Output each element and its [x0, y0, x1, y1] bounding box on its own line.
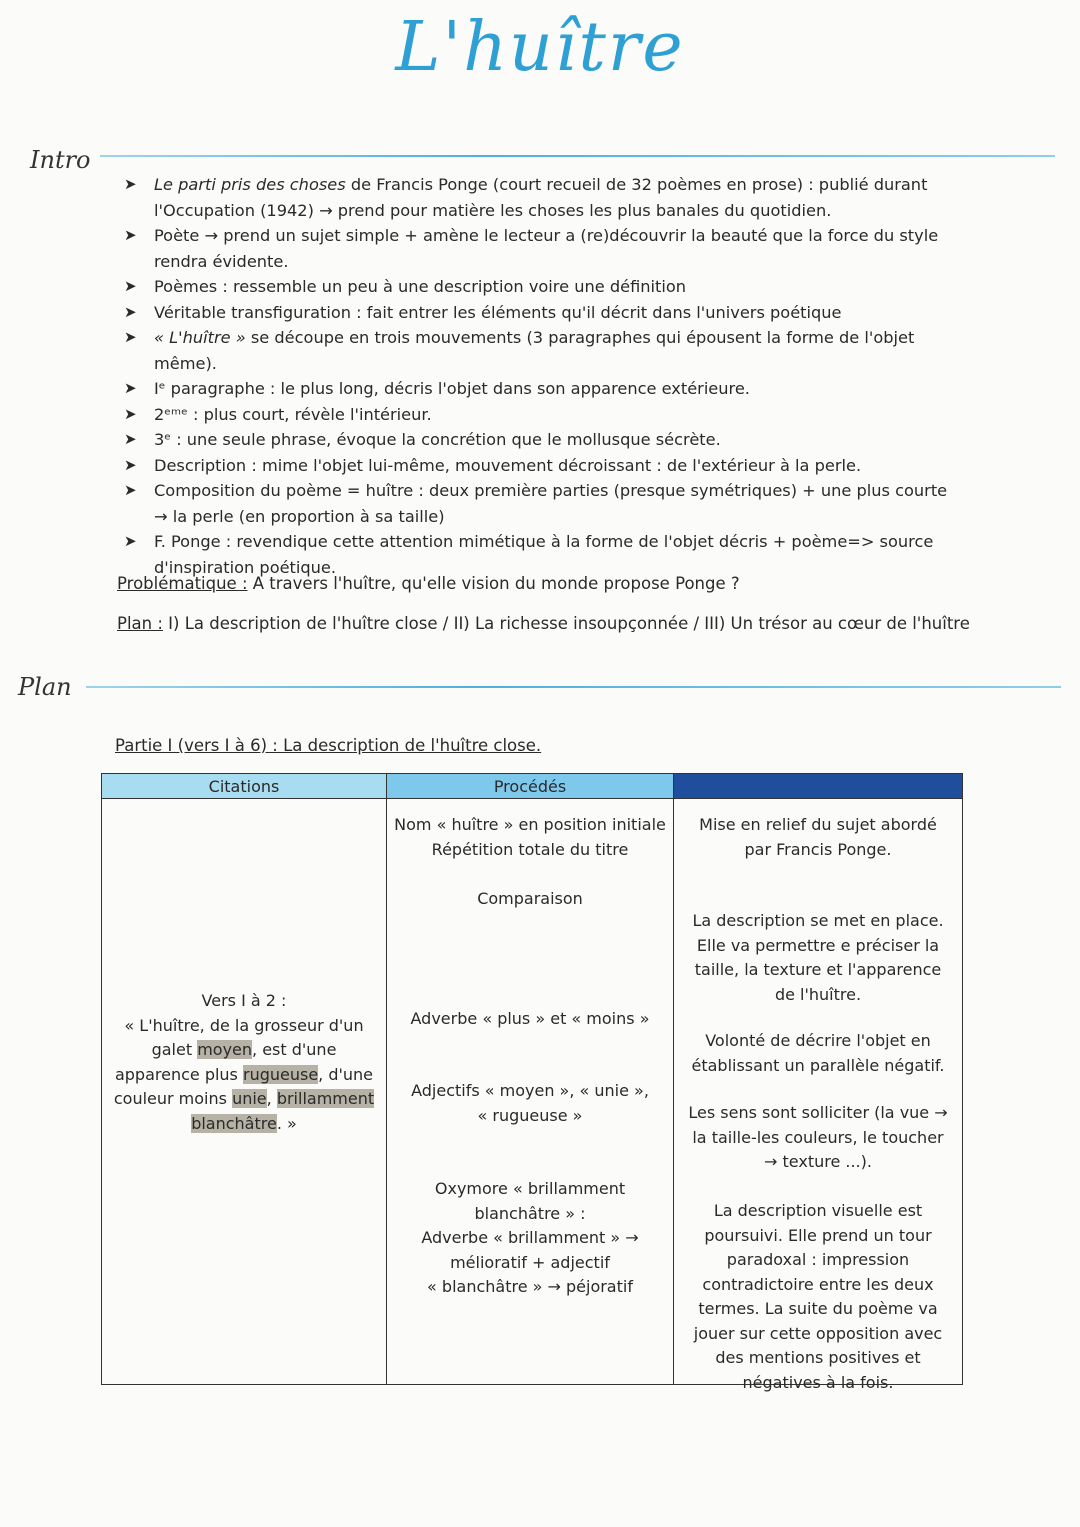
citations-cell	[102, 799, 387, 1385]
highlighted-word: blanchâtre	[191, 1113, 277, 1133]
citation-line	[102, 1014, 386, 1039]
interpretation-block-line: par Francis Ponge.	[744, 839, 892, 859]
citation-text: , est d'une	[252, 1040, 337, 1059]
bullet-text: Composition du poème = huître : deux première parties (presque symétriques) + une plus courte → la perle (en proportion à sa taille)	[154, 481, 948, 526]
citation-text: galet	[151, 1040, 198, 1059]
arrow-bullet-icon: ➤	[124, 328, 137, 346]
interpretation-block	[674, 1101, 962, 1175]
interpretation-block-line: Les sens sont solliciter (la vue →	[688, 1103, 948, 1122]
interpretation-block-line: la taille-les couleurs, le toucher	[692, 1127, 944, 1147]
intro-bullet	[120, 453, 960, 479]
bullet-text: Iᵉ paragraphe : le plus long, décris l'objet dans son apparence extérieure.	[154, 379, 750, 398]
procede-block-line: Adverbe « brillamment » →	[421, 1228, 639, 1247]
procede-block	[387, 813, 673, 862]
problematique	[117, 574, 740, 593]
procede-block-line: Nom « huître » en position initiale	[394, 815, 666, 834]
procede-block-line: mélioratif + adjectif	[450, 1252, 610, 1272]
procede-block-line: « rugueuse »	[477, 1105, 583, 1125]
plan-label: Plan	[18, 673, 72, 701]
procede-block-line: Adverbe « plus » et « moins »	[410, 1009, 650, 1028]
analysis-table	[101, 773, 963, 1392]
procede-block	[387, 1079, 673, 1128]
citation-line	[102, 1112, 386, 1137]
citation-line	[102, 1063, 386, 1088]
procede-block-line: Répétition totale du titre	[431, 839, 629, 859]
bullet-text: Poèmes : ressemble un peu à une description voire une définition	[154, 277, 687, 296]
arrow-bullet-icon: ➤	[124, 455, 137, 474]
interpretation-block-line: Elle va permettre e préciser la	[696, 935, 940, 955]
interpretation-block-line: poursuivi. Elle prend un tour	[704, 1225, 932, 1245]
intro-bullet	[120, 376, 960, 402]
citation-text: ,	[266, 1089, 277, 1108]
intro-bullet	[120, 274, 960, 300]
interpretation-block-line: de l'huître.	[774, 984, 862, 1004]
arrow-bullet-icon: ➤	[124, 532, 137, 550]
intro-bullet	[120, 529, 960, 580]
interpretation-block-line: La description visuelle est	[713, 1201, 923, 1220]
header-citations: Citations	[102, 774, 387, 799]
interpretation-block	[674, 813, 962, 862]
intro-bullet	[120, 223, 960, 274]
citation-text: couleur moins	[113, 1089, 233, 1108]
bullet-text: Poète → prend un sujet simple + amène le lecteur a (re)découvrir la beauté que la force du style rendra évidente.	[154, 226, 939, 271]
bullet-text: 3ᵉ : une seule phrase, évoque la concrétion que le mollusque sécrète.	[154, 430, 721, 449]
arrow-bullet-icon: ➤	[124, 277, 137, 295]
procede-block-line: Oxymore « brillamment	[434, 1179, 626, 1198]
intro-bullet	[120, 402, 960, 428]
intro-bullet	[120, 478, 960, 529]
page-title: L'huître	[395, 8, 685, 87]
citation-block	[102, 989, 386, 1136]
procede-block-line: blanchâtre » :	[474, 1203, 586, 1223]
highlighted-word: moyen	[197, 1040, 253, 1059]
intro-bullet	[120, 300, 960, 326]
arrow-bullet-icon: ➤	[124, 302, 137, 321]
citation-text: « L'huître, de la grosseur d'un	[124, 1015, 364, 1035]
interpretation-block-line: → texture ...).	[764, 1152, 872, 1171]
citation-text: . »	[276, 1113, 297, 1133]
header-interpretation: Interprétation	[674, 774, 963, 799]
procede-block	[387, 887, 673, 912]
plan-summary	[117, 614, 970, 633]
highlighted-word: unie	[232, 1089, 267, 1108]
interpretation-block-line: établissant un parallèle négatif.	[691, 1055, 945, 1075]
arrow-bullet-icon: ➤	[124, 481, 137, 499]
interpretation-block-line: paradoxal : impression	[726, 1250, 910, 1269]
bullet-text: se découpe en trois mouvements (3 paragraphes qui épousent la forme de l'objet même).	[154, 328, 915, 373]
citation-line	[102, 1087, 386, 1112]
intro-bullet	[120, 172, 960, 223]
bullet-italic-title: « L'huître »	[154, 328, 246, 347]
procedes-cell	[387, 799, 674, 1385]
interpretation-block	[674, 1029, 962, 1078]
interpretation-cell	[674, 799, 963, 1392]
intro-divider	[100, 155, 1055, 157]
problematique-label: Problématique :	[117, 574, 248, 593]
plan-summary-label: Plan :	[117, 614, 163, 633]
bullet-text: 2ᵉᵐᵉ : plus court, révèle l'intérieur.	[154, 404, 432, 424]
interpretation-block-line: négatives à la fois.	[742, 1372, 894, 1392]
citation-intro: Vers I à 2 :	[201, 991, 287, 1010]
citation-text: , d'une	[318, 1064, 374, 1084]
citation-text: apparence plus	[114, 1064, 243, 1084]
bullet-text: de Francis Ponge (court recueil de 32 poèmes en prose) : publié durant l'Occupation (1942) → prend pour matière les choses les plus banales du quotidien.	[154, 175, 928, 220]
interpretation-block-line: jouer sur cette opposition avec	[693, 1323, 943, 1343]
bullet-italic-title: Le parti pris des choses	[154, 175, 346, 194]
part1-title: Partie I (vers I à 6) : La description de l'huître close.	[115, 736, 542, 755]
bullet-text: Description : mime l'objet lui-même, mouvement décroissant : de l'extérieur à la perle.	[154, 455, 862, 475]
interpretation-block-line: Volonté de décrire l'objet en	[705, 1031, 931, 1050]
arrow-bullet-icon: ➤	[124, 430, 137, 448]
problematique-text: A travers l'huître, qu'elle vision du monde propose Ponge ?	[247, 574, 740, 593]
procede-block-line: « blanchâtre » → péjoratif	[427, 1277, 633, 1296]
bullet-text: Véritable transfiguration : fait entrer les éléments qu'il décrit dans l'univers poétique	[154, 302, 842, 322]
procede-block	[387, 1007, 673, 1032]
plan-divider	[86, 686, 1061, 688]
interpretation-block-line: des mentions positives et	[715, 1348, 921, 1367]
procede-block-line: Comparaison	[477, 889, 583, 908]
procede-block-line: Adjectifs « moyen », « unie »,	[411, 1081, 649, 1100]
procede-block	[387, 1177, 673, 1300]
table-row	[102, 799, 963, 1385]
bullet-text: F. Ponge : revendique cette attention mimétique à la forme de l'objet décris + poème=> source d'inspiration poétique.	[154, 532, 934, 577]
header-procedes: Procédés	[387, 774, 674, 799]
interpretation-block	[674, 1199, 962, 1395]
arrow-bullet-icon: ➤	[124, 175, 137, 193]
intro-bullet	[120, 325, 960, 376]
interpretation-block-line: taille, la texture et l'apparence	[694, 960, 942, 979]
intro-bullet-list	[120, 172, 960, 580]
interpretation-block-line: termes. La suite du poème va	[698, 1299, 938, 1318]
interpretation-block-line: contradictoire entre les deux	[702, 1274, 934, 1294]
arrow-bullet-icon: ➤	[124, 226, 137, 244]
interpretation-block-line: Mise en relief du sujet abordé	[699, 815, 937, 834]
intro-label: Intro	[30, 146, 91, 174]
interpretation-block-line: La description se met en place.	[692, 911, 944, 930]
plan-summary-text: I) La description de l'huître close / II) La richesse insoupçonnée / III) Un trésor au cœur de l'huître	[162, 614, 970, 633]
arrow-bullet-icon: ➤	[124, 379, 137, 397]
citation-line	[102, 1038, 386, 1063]
intro-bullet	[120, 427, 960, 453]
highlighted-word: rugueuse	[242, 1064, 319, 1084]
highlighted-word: brillamment	[276, 1089, 375, 1108]
table-header-row	[102, 774, 963, 799]
interpretation-block	[674, 909, 962, 1007]
arrow-bullet-icon: ➤	[124, 404, 137, 423]
